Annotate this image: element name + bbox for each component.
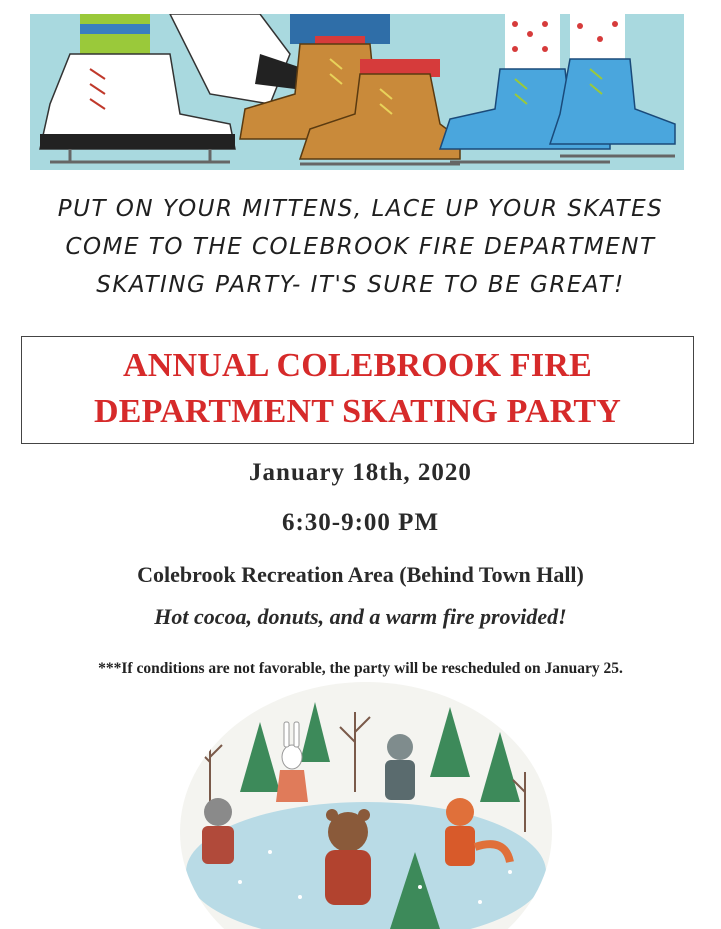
event-title-box bbox=[21, 336, 694, 444]
event-title-line-2: DEPARTMENT SKATING PARTY bbox=[94, 393, 621, 430]
event-time: 6:30-9:00 PM bbox=[281, 509, 440, 536]
bear-icon bbox=[325, 809, 371, 905]
slogan-line-1: PUT ON YOUR MITTENS, LACE UP YOUR SKATES bbox=[57, 196, 664, 222]
event-amenities: Hot cocoa, donuts, and a warm fire provided! bbox=[154, 604, 567, 629]
blue-skate-icon bbox=[440, 14, 675, 162]
event-location: Colebrook Recreation Area (Behind Town Hall) bbox=[137, 562, 584, 587]
weather-note: ***If conditions are not favorable, the party will be rescheduled on January 25. bbox=[98, 660, 623, 677]
wolf-icon bbox=[385, 734, 415, 800]
slogan-line-3: SKATING PARTY- IT'S SURE TO BE GREAT! bbox=[96, 272, 625, 298]
slogan bbox=[20, 190, 701, 304]
slogan-line-2: COME TO THE COLEBROOK FIRE DEPARTMENT bbox=[65, 234, 656, 260]
event-date: January 18th, 2020 bbox=[249, 459, 472, 486]
skating-scene-illustration bbox=[180, 682, 552, 929]
raccoon-icon bbox=[202, 798, 234, 864]
white-skate-icon bbox=[40, 14, 305, 162]
skates-banner-illustration bbox=[30, 14, 684, 170]
event-title-line-1: ANNUAL COLEBROOK FIRE bbox=[123, 347, 592, 384]
